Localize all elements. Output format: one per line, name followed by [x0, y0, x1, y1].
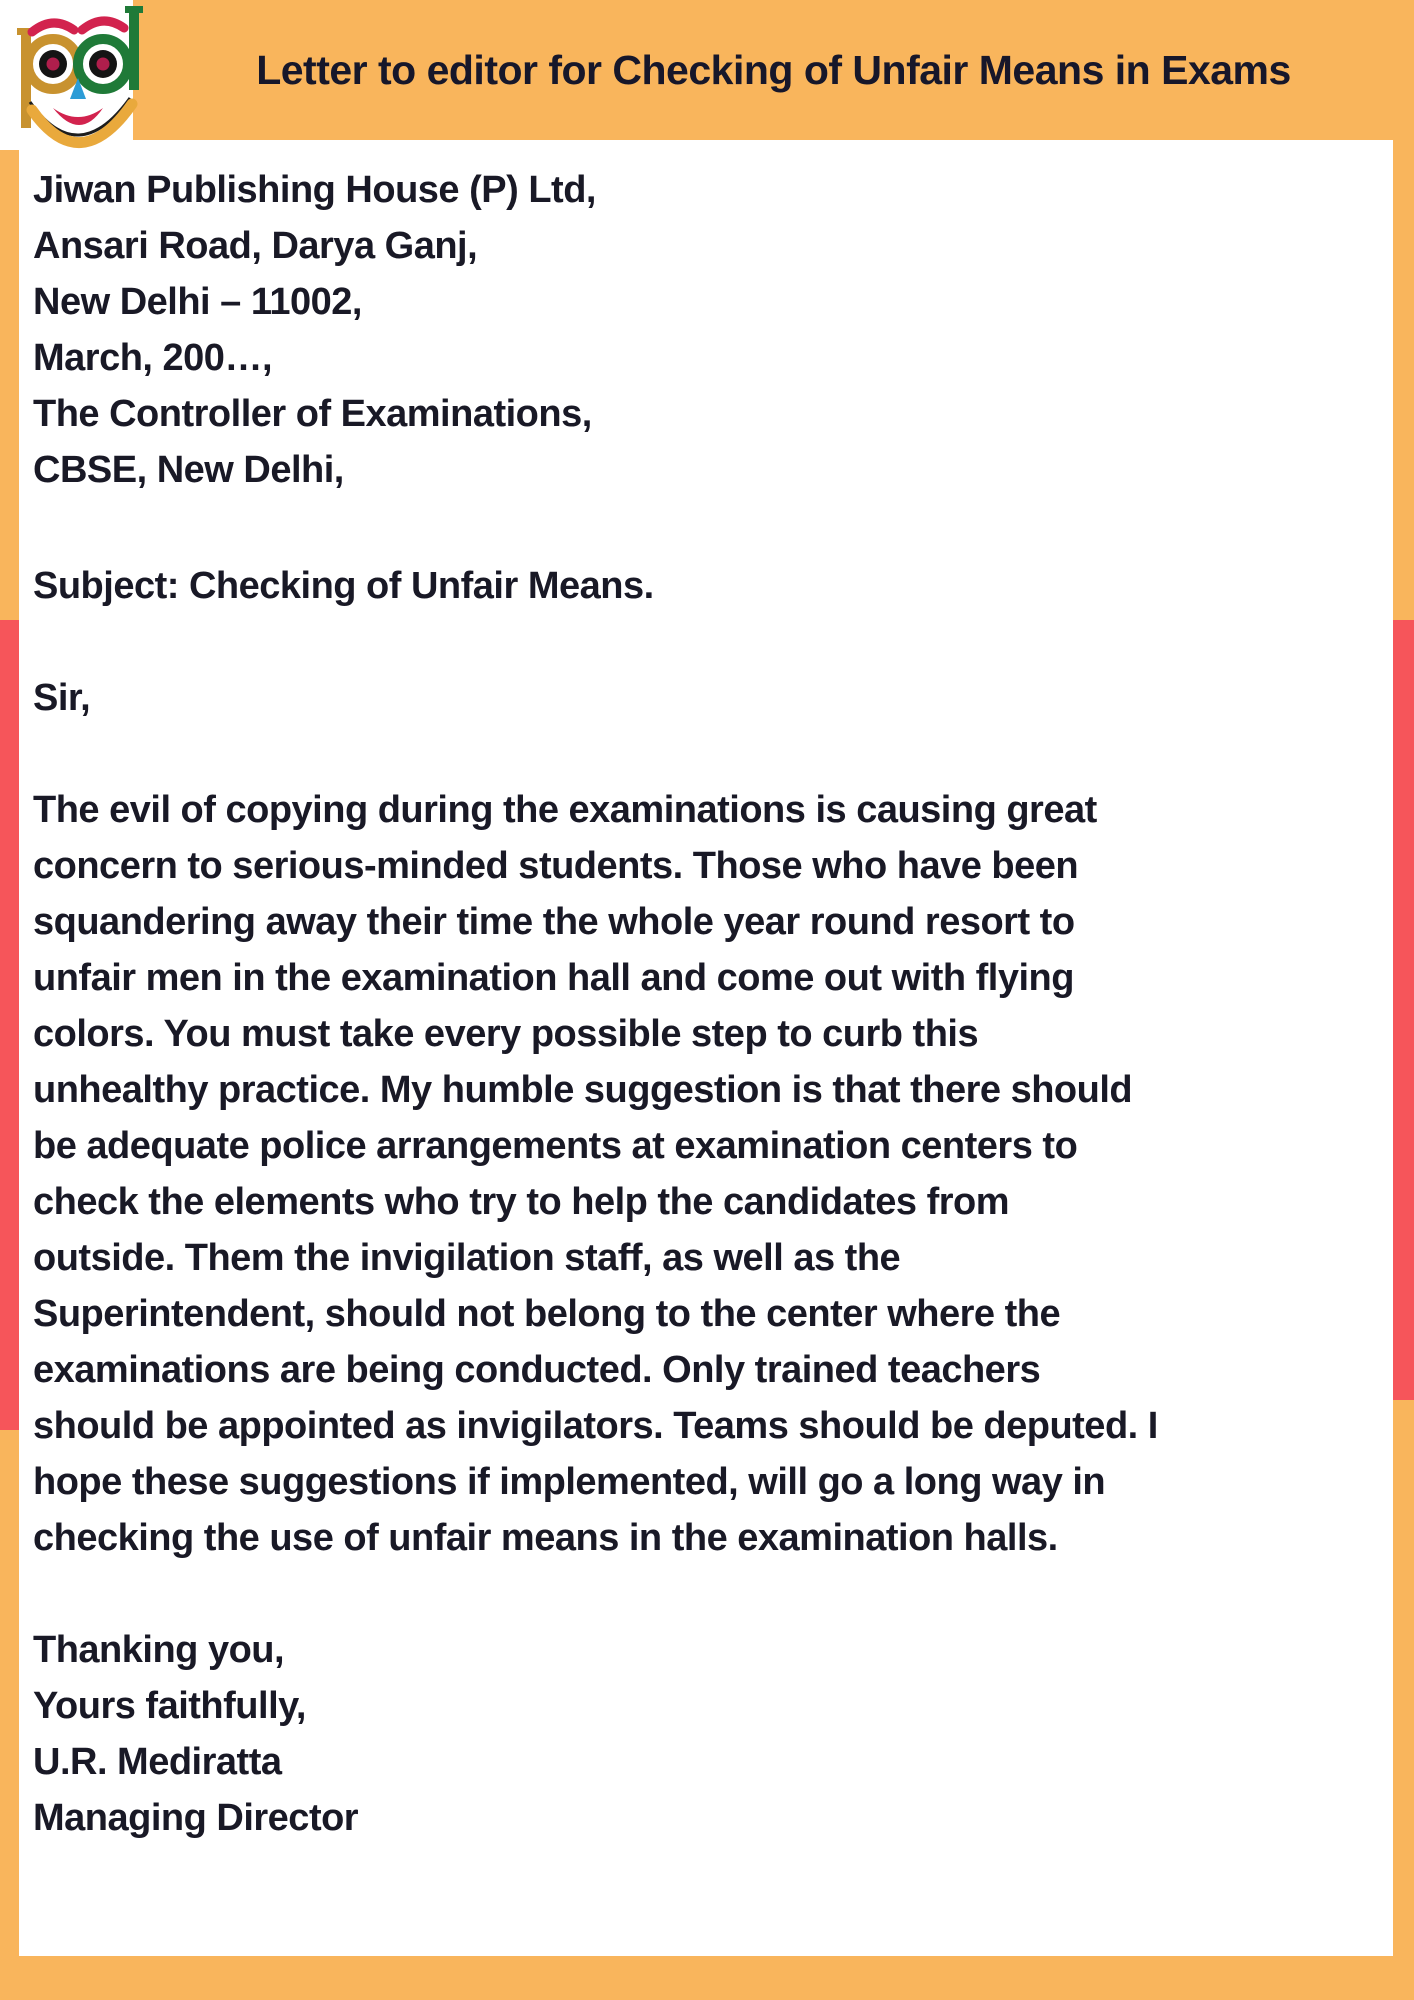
body-line: colors. You must take every possible step to curb this [33, 1013, 979, 1055]
smile [53, 108, 103, 125]
address-line: New Delhi – 11002, [33, 281, 362, 323]
subject-line: Subject: Checking of Unfair Means. [33, 565, 654, 607]
body-line: should be appointed as invigilators. Teams should be deputed. I [33, 1405, 1158, 1447]
address-line: CBSE, New Delhi, [33, 449, 344, 491]
right-accent-strip [1393, 140, 1414, 2000]
left-eyebrow [32, 23, 74, 32]
body-line: concern to serious-minded students. Those who have been [33, 845, 1079, 887]
address-block [33, 162, 1363, 498]
body-line: outside. Them the invigilation staff, as well as the [33, 1237, 901, 1279]
closing-line: Yours faithfully, [33, 1685, 306, 1727]
body-line: check the elements who try to help the candidates from [33, 1181, 1010, 1223]
closing-block [33, 1622, 1363, 1846]
body-line: checking the use of unfair means in the examination halls. [33, 1517, 1058, 1559]
letter-content [33, 162, 1363, 1846]
right-pupil [97, 58, 110, 71]
body-line: The evil of copying during the examinations is causing great [33, 789, 1097, 831]
left-accent-strip [0, 85, 19, 2000]
header-band [133, 0, 1414, 140]
closing-line: U.R. Mediratta [33, 1741, 282, 1783]
body-line: Superintendent, should not belong to the center where the [33, 1293, 1061, 1335]
body-line: squandering away their time the whole year round resort to [33, 901, 1075, 943]
logo-letter-p [17, 28, 78, 128]
closing-line: Thanking you, [33, 1629, 285, 1671]
logo-corner [0, 0, 133, 150]
salutation: Sir, [33, 677, 91, 719]
address-line: Jiwan Publishing House (P) Ltd, [33, 169, 596, 211]
body-line: unhealthy practice. My humble suggestion is that there should [33, 1069, 1133, 1111]
address-line: The Controller of Examinations, [33, 393, 592, 435]
left-pupil [47, 58, 60, 71]
body-line: be adequate police arrangements at examination centers to [33, 1125, 1078, 1167]
address-line: March, 200…, [33, 337, 272, 379]
closing-line: Managing Director [33, 1797, 359, 1839]
page-title: Letter to editor for Checking of Unfair Means in Exams [256, 47, 1291, 93]
body-paragraph [33, 782, 1363, 1566]
right-eyebrow [82, 21, 124, 30]
publisher-logo [8, 2, 158, 162]
body-line: unfair men in the examination hall and come out with flying [33, 957, 1074, 999]
body-line: examinations are being conducted. Only trained teachers [33, 1349, 1041, 1391]
body-line: hope these suggestions if implemented, will go a long way in [33, 1461, 1106, 1503]
address-line: Ansari Road, Darya Ganj, [33, 225, 478, 267]
bottom-accent-band [0, 1956, 1414, 2000]
